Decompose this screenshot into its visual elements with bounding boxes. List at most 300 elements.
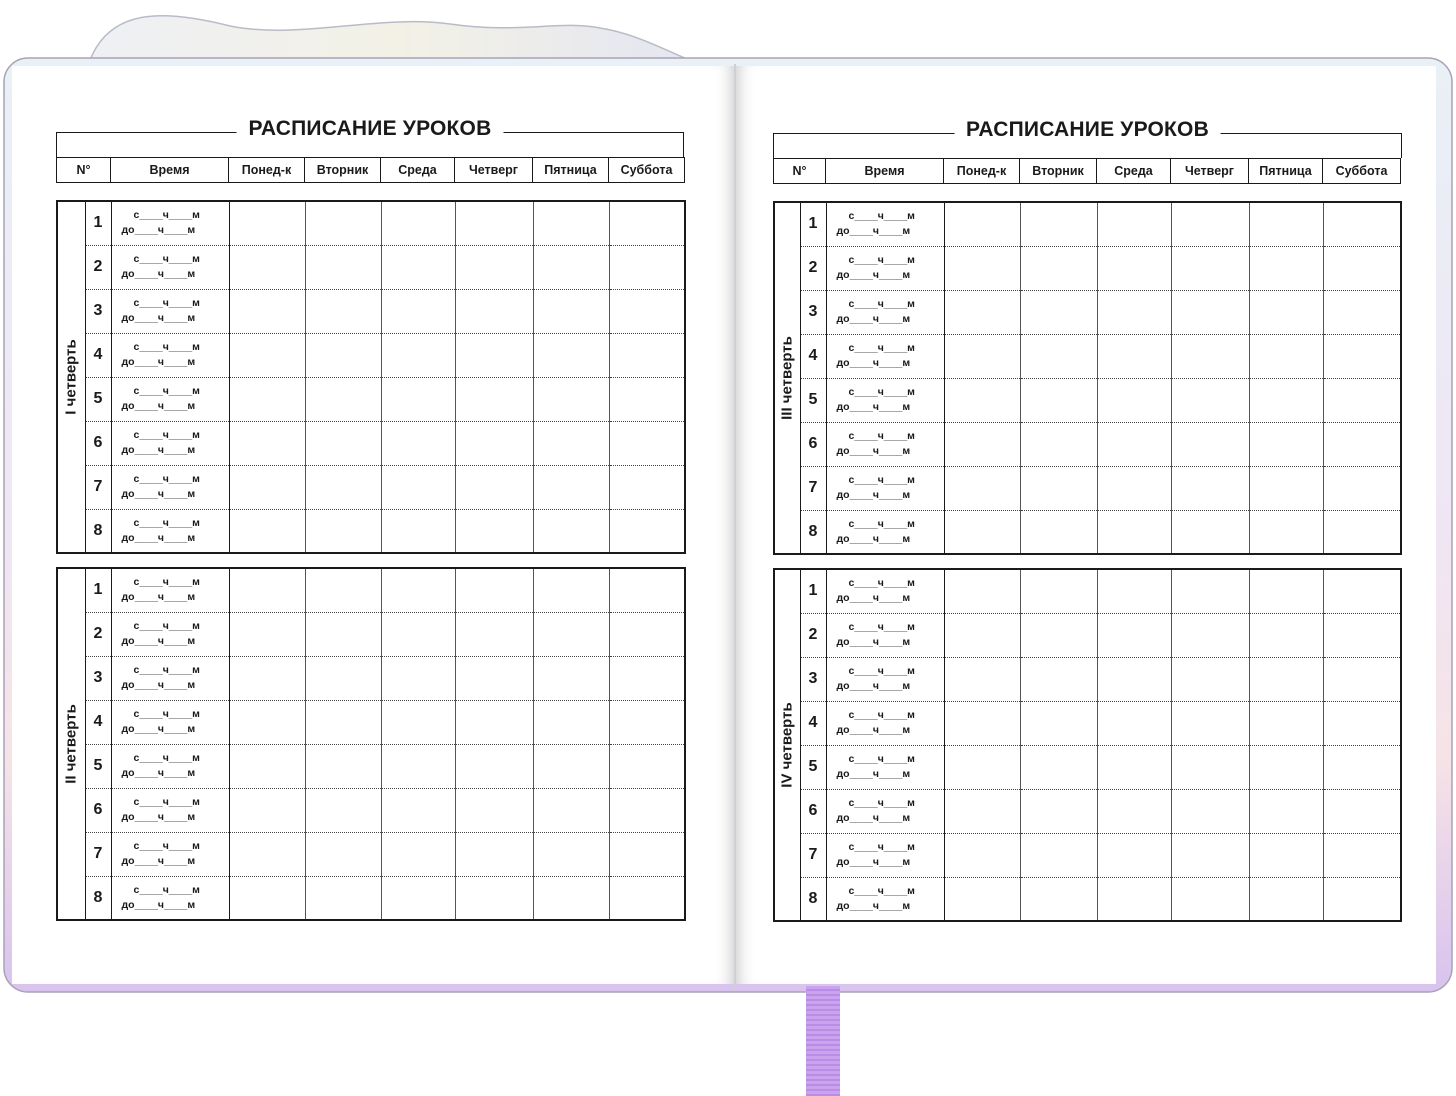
subject-cell[interactable] <box>305 832 381 876</box>
subject-cell[interactable] <box>1097 246 1171 290</box>
subject-cell[interactable] <box>1323 569 1401 613</box>
subject-cell[interactable] <box>1323 745 1401 789</box>
subject-cell[interactable] <box>944 569 1020 613</box>
time-to-line: до____ч____м <box>836 592 911 605</box>
subject-cell[interactable] <box>533 744 609 788</box>
subject-cell[interactable] <box>1097 290 1171 334</box>
subject-cell[interactable] <box>1171 510 1249 554</box>
time-from-line: с____ч____м <box>848 709 915 721</box>
subject-cell[interactable] <box>1171 202 1249 246</box>
subject-cell[interactable] <box>1020 422 1097 466</box>
subject-cell[interactable] <box>609 509 685 553</box>
schedule-title: РАСПИСАНИЕ УРОКОВ <box>237 117 504 141</box>
lesson-number: 5 <box>800 745 826 789</box>
subject-cell[interactable] <box>455 245 533 289</box>
subject-cell[interactable] <box>1249 466 1323 510</box>
column-header: Среда <box>1097 159 1171 184</box>
subject-cell[interactable] <box>1249 246 1323 290</box>
subject-cell[interactable] <box>1020 569 1097 613</box>
subject-cell[interactable] <box>944 789 1020 833</box>
time-to-line: до____ч____м <box>836 269 911 281</box>
lesson-number: 7 <box>85 832 111 876</box>
subject-cell[interactable] <box>533 656 609 700</box>
subject-cell[interactable] <box>455 788 533 832</box>
column-header: Четверг <box>455 158 533 183</box>
time-to-line: до____ч____м <box>836 357 911 369</box>
subject-cell[interactable] <box>455 612 533 656</box>
column-header: Время <box>826 159 944 184</box>
lesson-time-field[interactable] <box>111 876 229 920</box>
lesson-number: 2 <box>800 613 826 657</box>
subject-cell[interactable] <box>1323 789 1401 833</box>
subject-cell[interactable] <box>1020 789 1097 833</box>
subject-cell[interactable] <box>1020 657 1097 701</box>
subject-cell[interactable] <box>455 744 533 788</box>
subject-cell[interactable] <box>609 832 685 876</box>
time-from-line: с____ч____м <box>133 516 200 529</box>
subject-cell[interactable] <box>533 333 609 377</box>
subject-cell[interactable] <box>305 700 381 744</box>
subject-cell[interactable] <box>455 421 533 465</box>
subject-cell[interactable] <box>1020 745 1097 789</box>
subject-cell[interactable] <box>944 745 1020 789</box>
subject-cell[interactable] <box>305 568 381 612</box>
lesson-number: 4 <box>800 334 826 378</box>
subject-cell[interactable] <box>1249 877 1323 921</box>
subject-cell[interactable] <box>305 744 381 788</box>
lesson-time-field[interactable] <box>826 378 944 422</box>
subject-cell[interactable] <box>229 744 305 788</box>
subject-cell[interactable] <box>381 421 455 465</box>
subject-cell[interactable] <box>455 656 533 700</box>
subject-cell[interactable] <box>1171 789 1249 833</box>
subject-cell[interactable] <box>1249 202 1323 246</box>
subject-cell[interactable] <box>1171 422 1249 466</box>
subject-cell[interactable] <box>455 377 533 421</box>
column-header: Вторник <box>1020 159 1097 184</box>
subject-cell[interactable] <box>1323 833 1401 877</box>
subject-cell[interactable] <box>229 201 305 245</box>
subject-cell[interactable] <box>305 333 381 377</box>
lesson-time-field[interactable] <box>826 422 944 466</box>
time-from-line: с____ч____м <box>133 708 200 720</box>
subject-cell[interactable] <box>944 246 1020 290</box>
column-header: N° <box>57 158 111 183</box>
subject-cell[interactable] <box>533 201 609 245</box>
subject-cell[interactable] <box>1020 466 1097 510</box>
subject-cell[interactable] <box>229 245 305 289</box>
subject-cell[interactable] <box>1097 334 1171 378</box>
lesson-time-field[interactable] <box>826 613 944 657</box>
subject-cell[interactable] <box>381 333 455 377</box>
subject-cell[interactable] <box>1249 334 1323 378</box>
subject-cell[interactable] <box>533 509 609 553</box>
subject-cell[interactable] <box>305 377 381 421</box>
time-to-line: до____ч____м <box>121 591 196 604</box>
subject-cell[interactable] <box>609 788 685 832</box>
time-to-line: до____ч____м <box>121 898 196 911</box>
lesson-time-field[interactable] <box>826 569 944 613</box>
subject-cell[interactable] <box>533 465 609 509</box>
subject-cell[interactable] <box>944 466 1020 510</box>
subject-cell[interactable] <box>305 465 381 509</box>
subject-cell[interactable] <box>1249 657 1323 701</box>
subject-cell[interactable] <box>533 377 609 421</box>
lesson-number: 2 <box>800 246 826 290</box>
subject-cell[interactable] <box>1171 334 1249 378</box>
column-header: Суббота <box>1323 159 1401 184</box>
subject-cell[interactable] <box>1097 569 1171 613</box>
subject-cell[interactable] <box>305 245 381 289</box>
lesson-number: 5 <box>85 377 111 421</box>
lesson-time-field[interactable] <box>826 745 944 789</box>
subject-cell[interactable] <box>229 509 305 553</box>
time-from-line: с____ч____м <box>133 664 200 676</box>
time-from-line: с____ч____м <box>133 209 200 222</box>
subject-cell[interactable] <box>1323 613 1401 657</box>
subject-cell[interactable] <box>1097 701 1171 745</box>
lesson-number: 1 <box>800 569 826 613</box>
lesson-time-field[interactable] <box>826 290 944 334</box>
time-from-line: с____ч____м <box>133 385 200 397</box>
subject-cell[interactable] <box>381 289 455 333</box>
subject-cell[interactable] <box>944 613 1020 657</box>
subject-cell[interactable] <box>944 833 1020 877</box>
subject-cell[interactable] <box>305 788 381 832</box>
subject-cell[interactable] <box>1171 569 1249 613</box>
subject-cell[interactable] <box>1020 613 1097 657</box>
lesson-time-field[interactable] <box>111 612 229 656</box>
subject-cell[interactable] <box>1249 833 1323 877</box>
subject-cell[interactable] <box>1097 877 1171 921</box>
subject-cell[interactable] <box>1097 378 1171 422</box>
subject-cell[interactable] <box>1323 290 1401 334</box>
subject-cell[interactable] <box>533 788 609 832</box>
subject-cell[interactable] <box>609 377 685 421</box>
time-to-line: до____ч____м <box>836 401 911 413</box>
subject-cell[interactable] <box>455 201 533 245</box>
subject-cell[interactable] <box>455 289 533 333</box>
time-to-line: до____ч____м <box>121 400 196 412</box>
subject-cell[interactable] <box>381 656 455 700</box>
subject-cell[interactable] <box>609 245 685 289</box>
quarter-label-cell <box>774 202 800 554</box>
subject-cell[interactable] <box>944 202 1020 246</box>
subject-cell[interactable] <box>1097 202 1171 246</box>
subject-cell[interactable] <box>1020 877 1097 921</box>
subject-cell[interactable] <box>609 289 685 333</box>
lesson-time-field[interactable] <box>826 334 944 378</box>
subject-cell[interactable] <box>609 421 685 465</box>
subject-cell[interactable] <box>229 568 305 612</box>
lesson-time-field[interactable] <box>111 832 229 876</box>
subject-cell[interactable] <box>1171 466 1249 510</box>
subject-cell[interactable] <box>944 701 1020 745</box>
subject-cell[interactable] <box>229 876 305 920</box>
lesson-number: 6 <box>85 421 111 465</box>
lesson-time-field[interactable] <box>826 657 944 701</box>
subject-cell[interactable] <box>381 509 455 553</box>
time-to-line: до____ч____м <box>836 445 911 457</box>
schedule-title-frame <box>56 117 684 157</box>
subject-cell[interactable] <box>1097 466 1171 510</box>
time-from-line: с____ч____м <box>848 621 915 633</box>
subject-cell[interactable] <box>1323 334 1401 378</box>
subject-cell[interactable] <box>1249 701 1323 745</box>
subject-cell[interactable] <box>609 333 685 377</box>
time-to-line: до____ч____м <box>121 531 196 544</box>
subject-cell[interactable] <box>944 510 1020 554</box>
subject-cell[interactable] <box>229 289 305 333</box>
subject-cell[interactable] <box>455 700 533 744</box>
subject-cell[interactable] <box>533 612 609 656</box>
subject-cell[interactable] <box>1249 789 1323 833</box>
lesson-time-field[interactable] <box>111 333 229 377</box>
time-from-line: с____ч____м <box>848 298 915 310</box>
subject-cell[interactable] <box>533 421 609 465</box>
subject-cell[interactable] <box>305 201 381 245</box>
subject-cell[interactable] <box>229 377 305 421</box>
subject-cell[interactable] <box>305 612 381 656</box>
lesson-time-field[interactable] <box>111 788 229 832</box>
subject-cell[interactable] <box>533 568 609 612</box>
subject-cell[interactable] <box>455 568 533 612</box>
subject-cell[interactable] <box>1020 510 1097 554</box>
subject-cell[interactable] <box>533 245 609 289</box>
subject-cell[interactable] <box>1020 246 1097 290</box>
subject-cell[interactable] <box>1171 246 1249 290</box>
time-to-line: до____ч____м <box>836 313 911 325</box>
column-header: Время <box>111 158 229 183</box>
lesson-time-field[interactable] <box>111 509 229 553</box>
subject-cell[interactable] <box>533 876 609 920</box>
subject-cell[interactable] <box>1249 422 1323 466</box>
subject-cell[interactable] <box>1323 510 1401 554</box>
lesson-time-field[interactable] <box>111 744 229 788</box>
subject-cell[interactable] <box>1323 202 1401 246</box>
subject-cell[interactable] <box>1323 466 1401 510</box>
lesson-time-field[interactable] <box>826 877 944 921</box>
lesson-time-field[interactable] <box>826 466 944 510</box>
subject-cell[interactable] <box>1020 833 1097 877</box>
subject-cell[interactable] <box>609 656 685 700</box>
time-to-line: до____ч____м <box>121 855 196 867</box>
subject-cell[interactable] <box>1097 613 1171 657</box>
lesson-number: 5 <box>800 378 826 422</box>
subject-cell[interactable] <box>381 377 455 421</box>
subject-cell[interactable] <box>1097 745 1171 789</box>
subject-cell[interactable] <box>533 289 609 333</box>
lesson-time-field[interactable] <box>826 510 944 554</box>
lesson-time-field[interactable] <box>111 245 229 289</box>
subject-cell[interactable] <box>305 509 381 553</box>
subject-cell[interactable] <box>305 876 381 920</box>
subject-cell[interactable] <box>609 465 685 509</box>
subject-cell[interactable] <box>609 612 685 656</box>
lesson-number: 1 <box>800 202 826 246</box>
subject-cell[interactable] <box>1097 833 1171 877</box>
subject-cell[interactable] <box>944 422 1020 466</box>
time-from-line: с____ч____м <box>133 796 200 808</box>
subject-cell[interactable] <box>1097 510 1171 554</box>
subject-cell[interactable] <box>1020 701 1097 745</box>
subject-cell[interactable] <box>381 876 455 920</box>
time-from-line: с____ч____м <box>848 210 915 223</box>
subject-cell[interactable] <box>381 245 455 289</box>
lesson-time-field[interactable] <box>826 701 944 745</box>
time-from-line: с____ч____м <box>133 429 200 441</box>
column-header: Суббота <box>609 158 685 183</box>
subject-cell[interactable] <box>1171 613 1249 657</box>
subject-cell[interactable] <box>229 832 305 876</box>
subject-cell[interactable] <box>609 201 685 245</box>
subject-cell[interactable] <box>1249 510 1323 554</box>
subject-cell[interactable] <box>229 656 305 700</box>
subject-cell[interactable] <box>1171 657 1249 701</box>
time-to-line: до____ч____м <box>836 724 911 736</box>
subject-cell[interactable] <box>944 378 1020 422</box>
subject-cell[interactable] <box>1249 290 1323 334</box>
time-from-line: с____ч____м <box>848 797 915 809</box>
subject-cell[interactable] <box>455 832 533 876</box>
subject-cell[interactable] <box>609 568 685 612</box>
subject-cell[interactable] <box>609 700 685 744</box>
schedule-header-row <box>56 157 685 183</box>
subject-cell[interactable] <box>944 290 1020 334</box>
subject-cell[interactable] <box>455 333 533 377</box>
lesson-time-field[interactable] <box>826 833 944 877</box>
subject-cell[interactable] <box>944 657 1020 701</box>
time-to-line: до____ч____м <box>121 356 196 368</box>
quarter-label: I четверть <box>62 339 80 415</box>
subject-cell[interactable] <box>1171 290 1249 334</box>
quarter-label: III четверть <box>778 336 796 420</box>
lesson-time-field[interactable] <box>111 421 229 465</box>
subject-cell[interactable] <box>1097 657 1171 701</box>
subject-cell[interactable] <box>1097 789 1171 833</box>
lesson-number: 7 <box>800 833 826 877</box>
subject-cell[interactable] <box>455 876 533 920</box>
lesson-number: 8 <box>800 877 826 921</box>
subject-cell[interactable] <box>944 877 1020 921</box>
lesson-time-field[interactable] <box>111 201 229 245</box>
subject-cell[interactable] <box>1323 246 1401 290</box>
subject-cell[interactable] <box>1097 422 1171 466</box>
lesson-time-field[interactable] <box>826 202 944 246</box>
lesson-time-field[interactable] <box>111 289 229 333</box>
subject-cell[interactable] <box>305 421 381 465</box>
subject-cell[interactable] <box>381 788 455 832</box>
lesson-time-field[interactable] <box>826 789 944 833</box>
time-to-line: до____ч____м <box>836 899 911 912</box>
subject-cell[interactable] <box>1323 701 1401 745</box>
lesson-time-field[interactable] <box>826 246 944 290</box>
subject-cell[interactable] <box>1171 701 1249 745</box>
quarter-block <box>56 200 686 554</box>
subject-cell[interactable] <box>1249 378 1323 422</box>
subject-cell[interactable] <box>1249 569 1323 613</box>
subject-cell[interactable] <box>381 465 455 509</box>
subject-cell[interactable] <box>381 744 455 788</box>
subject-cell[interactable] <box>455 509 533 553</box>
lesson-number: 4 <box>85 333 111 377</box>
time-from-line: с____ч____м <box>133 473 200 485</box>
subject-cell[interactable] <box>1323 657 1401 701</box>
column-header: Среда <box>381 158 455 183</box>
subject-cell[interactable] <box>229 465 305 509</box>
subject-cell[interactable] <box>1020 334 1097 378</box>
lesson-time-field[interactable] <box>111 700 229 744</box>
lesson-number: 4 <box>85 700 111 744</box>
lesson-time-field[interactable] <box>111 656 229 700</box>
lesson-number: 3 <box>800 290 826 334</box>
subject-cell[interactable] <box>305 656 381 700</box>
lesson-number: 6 <box>85 788 111 832</box>
subject-cell[interactable] <box>1323 877 1401 921</box>
subject-cell[interactable] <box>381 568 455 612</box>
time-from-line: с____ч____м <box>848 254 915 266</box>
subject-cell[interactable] <box>609 744 685 788</box>
schedule-title-frame <box>773 118 1402 158</box>
time-from-line: с____ч____м <box>848 665 915 677</box>
subject-cell[interactable] <box>229 700 305 744</box>
subject-cell[interactable] <box>1249 745 1323 789</box>
subject-cell[interactable] <box>455 465 533 509</box>
time-to-line: до____ч____м <box>836 532 911 545</box>
lesson-time-field[interactable] <box>111 568 229 612</box>
subject-cell[interactable] <box>1249 613 1323 657</box>
lesson-number: 8 <box>85 509 111 553</box>
subject-cell[interactable] <box>1171 833 1249 877</box>
subject-cell[interactable] <box>381 612 455 656</box>
subject-cell[interactable] <box>229 788 305 832</box>
time-from-line: с____ч____м <box>133 620 200 632</box>
time-to-line: до____ч____м <box>836 856 911 868</box>
subject-cell[interactable] <box>229 333 305 377</box>
subject-cell[interactable] <box>381 832 455 876</box>
column-header: Понед-к <box>229 158 305 183</box>
time-from-line: с____ч____м <box>848 342 915 354</box>
subject-cell[interactable] <box>1171 745 1249 789</box>
subject-cell[interactable] <box>381 201 455 245</box>
lesson-time-field[interactable] <box>111 377 229 421</box>
subject-cell[interactable] <box>944 334 1020 378</box>
quarter-label: IV четверть <box>778 702 796 788</box>
lesson-number: 5 <box>85 744 111 788</box>
subject-cell[interactable] <box>1020 202 1097 246</box>
column-header: Четверг <box>1171 159 1249 184</box>
subject-cell[interactable] <box>533 832 609 876</box>
subject-cell[interactable] <box>1171 877 1249 921</box>
subject-cell[interactable] <box>229 421 305 465</box>
subject-cell[interactable] <box>1020 290 1097 334</box>
subject-cell[interactable] <box>533 700 609 744</box>
lesson-number: 2 <box>85 245 111 289</box>
lesson-time-field[interactable] <box>111 465 229 509</box>
subject-cell[interactable] <box>229 612 305 656</box>
subject-cell[interactable] <box>1323 422 1401 466</box>
subject-cell[interactable] <box>305 289 381 333</box>
subject-cell[interactable] <box>1323 378 1401 422</box>
subject-cell[interactable] <box>1171 378 1249 422</box>
time-from-line: с____ч____м <box>133 253 200 265</box>
schedule-header-row <box>773 158 1401 184</box>
subject-cell[interactable] <box>381 700 455 744</box>
time-from-line: с____ч____м <box>133 752 200 764</box>
lesson-number: 3 <box>85 656 111 700</box>
subject-cell[interactable] <box>609 876 685 920</box>
subject-cell[interactable] <box>1020 378 1097 422</box>
